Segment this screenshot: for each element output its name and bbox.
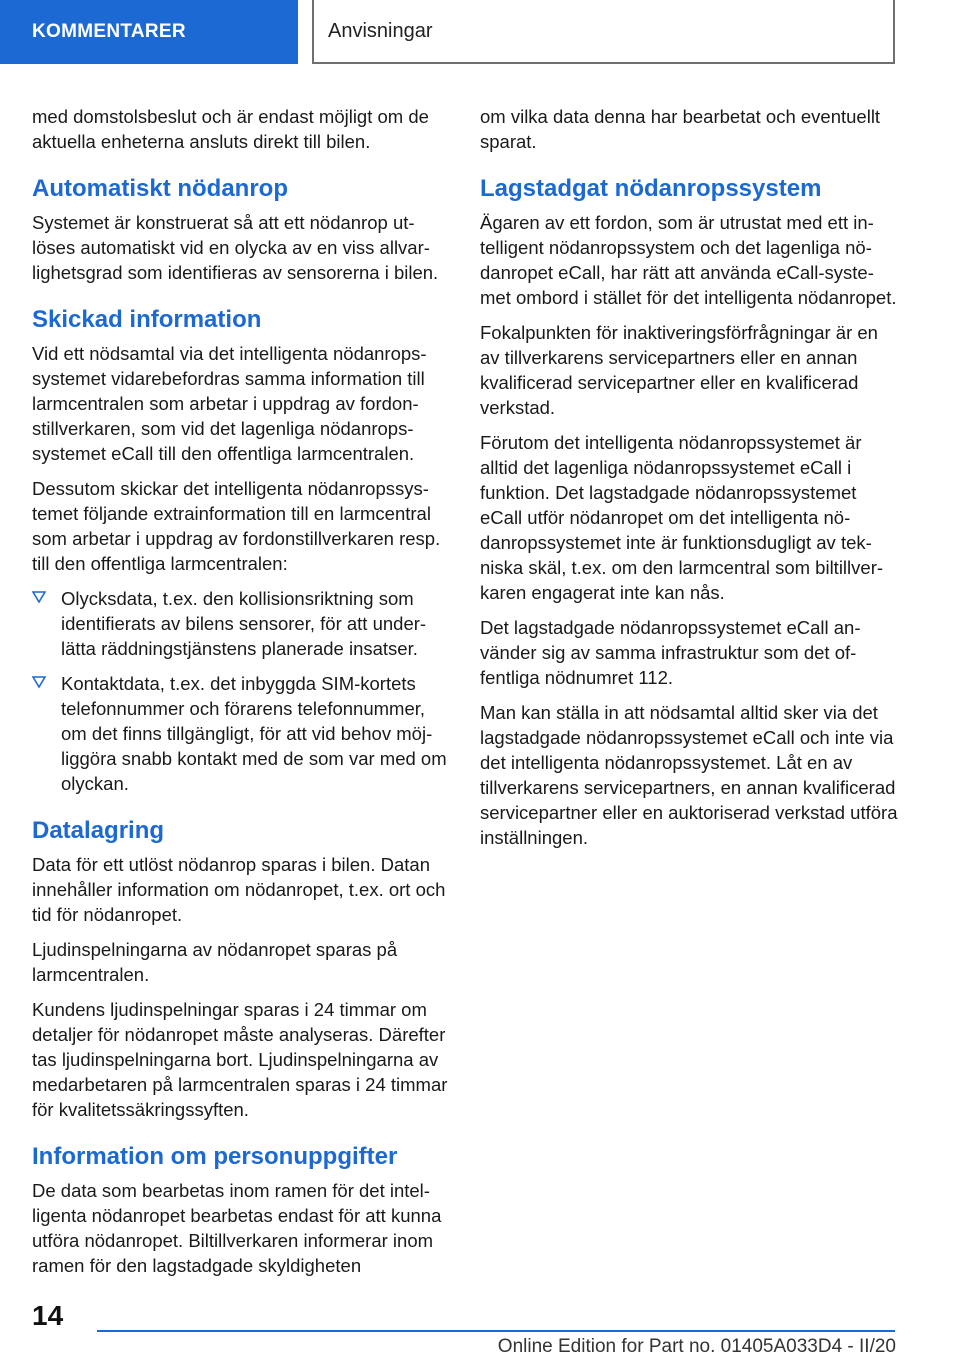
paragraph: Kundens ljudinspelningar sparas i 24 timmar om detaljer för nödanropet måste analyseras. Därefter tas ljudinspelningarna bort. Ljudinspelningarna av medarbetaren på larmcentralen sparas i 24 timmar för kvalitetssäkringssyften. [32,999,448,1120]
left-column [32,104,450,1288]
paragraph: Dessutom skickar det intelligenta nödanropssystemet följande extrainformation till en larmcentral som arbetar i uppdrag av fordonstillverkaren resp. till den offentliga larmcentralen: [32,478,441,574]
paragraph: De data som bearbetas inom ramen för det intelligenta nödanropet bearbetas endast för att kunna utföra nödanropet. Biltillverkaren informerar inom ramen för den lagstadgade skyldigheten [32,1180,442,1276]
heading-automatic-emergency-call: Automatiskt nödanrop [32,175,288,202]
heading-personal-data: Information om personuppgifter [32,1143,398,1170]
heading-data-storage: Datalagring [32,817,165,844]
paragraph: Man kan ställa in att nödsamtal alltid sker via det lagstadgade nödanropssystemet eCall och inte via det intelligenta nödanropssystemet. Låt en av tillverkarens servicepartners, en annan kvalificerad servicepartner eller en auktoriserad verkstad utföra inställningen. [480,702,898,848]
intro-paragraph: med domstolsbeslut och är endast möjligt om de aktuella enheterna ansluts direkt till bilen. [32,106,429,152]
paragraph: Ägaren av ett fordon, som är utrustat med ett intelligent nödanropssystem och det lagenliga nödanropet eCall, har rätt att använda eCall-systemet ombord i stället för det intelligenta nödanropet. [480,212,897,308]
intro-paragraph: om vilka data denna har bearbetat och eventuellt sparat. [480,106,881,152]
paragraph: Systemet är konstruerat så att ett nödanrop utlöses automatiskt vid en olycka av en viss allvarlighetsgrad som identifieras av sensorerna i bilen. [32,212,439,283]
paragraph: Vid ett nödsamtal via det intelligenta nödanropssystemet vidarebefordras samma information till larmcentralen som arbetar i uppdrag av fordonstillverkaren, som vid det lagenliga nödanropssystemet eCall till den offentliga larmcentralen. [32,343,427,464]
paragraph: Det lagstadgade nödanropssystemet eCall använder sig av samma infrastruktur som det offentliga nödnumret 112. [480,617,861,688]
triangle-bullet-icon [32,590,46,604]
paragraph: Förutom det intelligenta nödanropssystemet är alltid det lagenliga nödanropssystemet eCall i funktion. Det lagstadgade nödanropssystemet eCall utför nödanropet om det intelligenta nödanropssystemet inte är funktionsdugligt av tekniska skäl, t.ex. om den larmcentral som biltillverkaren engagerat inte kan nås. [480,432,884,603]
bullet-list [32,586,450,796]
triangle-bullet-icon [32,675,46,689]
paragraph: Data för ett utlöst nödanrop sparas i bilen. Datan innehåller information om nödanropet, t.ex. ort och tid för nödanropet. [32,854,446,925]
heading-sent-information: Skickad information [32,306,262,333]
list-item [32,671,450,796]
list-item-text: Kontaktdata, t.ex. det inbyggda SIM-kortets telefonnummer och förarens telefonnummer, om det finns tillgängligt, för att vid behov möjliggöra snabb kontakt med de som var med om olyckan. [61,673,447,794]
list-item-text: Olycksdata, t.ex. den kollisionsriktning som identifierats av bilens sensorer, för att underlätta räddningstjänstens planerade insatser. [61,588,427,659]
heading-legal-emergency-system: Lagstadgat nödanropssystem [480,175,822,202]
paragraph: Ljudinspelningarna av nödanropet sparas på larmcentralen. [32,939,398,985]
section-tab-kommentarer[interactable]: KOMMENTARER [0,0,298,64]
right-column [480,104,898,860]
footer-divider [97,1330,895,1332]
footer-edition-text: Online Edition for Part no. 01405A033D4 - II/20 [497,1336,896,1357]
page-number: 14 [32,1300,64,1331]
list-item [32,586,450,661]
paragraph: Fokalpunkten för inaktiveringsförfrågningar är en av tillverkarens servicepartners eller en annan kvalificerad servicepartner eller en kvalificerad verkstad. [480,322,878,418]
subsection-tab-anvisningar[interactable]: Anvisningar [312,0,895,64]
